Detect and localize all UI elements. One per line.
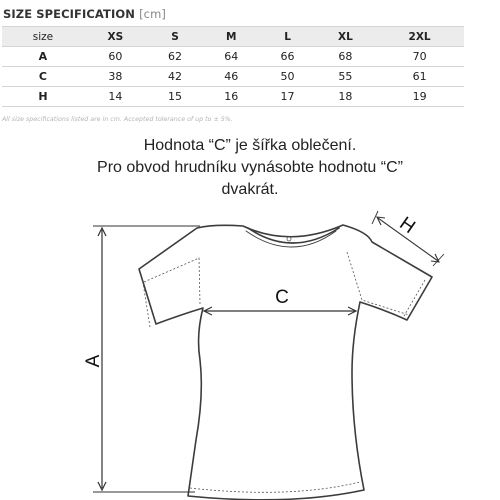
- table-cell: 16: [203, 87, 259, 107]
- left-sleeve-hem: [143, 283, 150, 327]
- right-sleeve-hem: [404, 280, 425, 316]
- caption-line: dvakrát.: [221, 181, 279, 198]
- table-cell: 42: [147, 67, 203, 87]
- tolerance-note: All size specifications listed are in cm. Accepted tolerance of up to ± 5%.: [2, 116, 233, 123]
- spec-unit: [cm]: [139, 7, 166, 21]
- neck-label-icon: [287, 237, 291, 241]
- dimension-h-arrow-start: [377, 217, 385, 225]
- dimension-c-label: C: [275, 287, 289, 308]
- row-label: A: [2, 47, 84, 67]
- size-col-m: M: [203, 27, 259, 47]
- right-sleeve-seam: [347, 252, 409, 315]
- table-cell: 62: [147, 47, 203, 67]
- size-col-s: S: [147, 27, 203, 47]
- table-cell: 68: [316, 47, 375, 67]
- table-cell: 19: [375, 87, 464, 107]
- bottom-hem: [190, 482, 360, 492]
- size-col-2xl: 2XL: [375, 27, 464, 47]
- row-label: C: [2, 67, 84, 87]
- neckline-inner: [248, 228, 339, 243]
- size-col-xl: XL: [316, 27, 375, 47]
- size-col-xs: XS: [84, 27, 147, 47]
- dimension-a-label: A: [83, 354, 104, 368]
- table-cell: 18: [316, 87, 375, 107]
- spec-title-text: SIZE SPECIFICATION: [3, 7, 135, 21]
- table-cell: 64: [203, 47, 259, 67]
- dimension-h-arrow-end: [431, 254, 439, 262]
- table-cell: 17: [259, 87, 315, 107]
- table-cell: 46: [203, 67, 259, 87]
- tshirt-outline: [139, 225, 432, 500]
- table-cell: 50: [259, 67, 315, 87]
- size-col-l: L: [259, 27, 315, 47]
- caption-line: Pro obvod hrudníku vynásobte hodnotu “C”: [97, 159, 403, 176]
- table-cell: 61: [375, 67, 464, 87]
- table-cell: 38: [84, 67, 147, 87]
- dimension-h-label: H: [395, 212, 419, 239]
- caption-line: Hodnota “C” je šířka oblečení.: [143, 137, 357, 154]
- table-cell: 15: [147, 87, 203, 107]
- left-sleeve-seam: [144, 258, 200, 304]
- table-cell: 70: [375, 47, 464, 67]
- row-label: H: [2, 87, 84, 107]
- table-cell: 14: [84, 87, 147, 107]
- table-cell: 66: [259, 47, 315, 67]
- size-header-cell: size: [2, 27, 84, 47]
- table-cell: 55: [316, 67, 375, 87]
- table-cell: 60: [84, 47, 147, 67]
